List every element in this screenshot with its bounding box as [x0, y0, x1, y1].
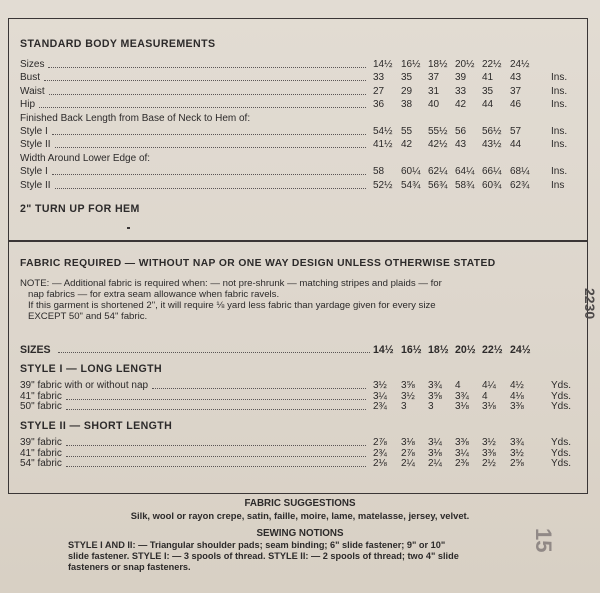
row-value: 56: [455, 126, 467, 137]
row-value: 37: [510, 85, 522, 97]
row-value: 44: [482, 99, 494, 111]
size-header: 20½: [455, 344, 476, 356]
row-value: 43: [510, 72, 522, 84]
fabric-title: FABRIC REQUIRED — WITHOUT NAP OR ONE WAY DESIGN UNLESS OTHERWISE STATED: [20, 258, 496, 269]
row-value: 4: [455, 380, 461, 391]
row-label: Sizes: [20, 59, 45, 70]
fabric-note-line-3: If this garment is shortened 2", it will require ⅛ yard less fabric than yardage given for every size: [28, 300, 436, 311]
leader-dots: [44, 80, 366, 81]
row-value: 4: [482, 390, 488, 402]
row-value: 44: [510, 139, 522, 151]
row-value: 2⅝: [510, 458, 524, 470]
suggestions-title: FABRIC SUGGESTIONS: [244, 498, 356, 509]
row-label: 39" fabric: [20, 437, 62, 448]
row-value: 3½: [510, 447, 524, 459]
row-value: 31: [428, 85, 440, 97]
row-value: 35: [401, 72, 413, 84]
leader-dots: [52, 174, 366, 175]
leader-dots: [39, 107, 366, 108]
row-value: 2¼: [401, 458, 415, 470]
row-label: Style II: [20, 179, 51, 191]
suggestions-text: Silk, wool or rayon crepe, satin, faille, moire, lame, matelasse, jersey, velvet.: [130, 510, 470, 521]
row-value: 20½: [455, 59, 475, 70]
row-value: 60¼: [401, 166, 421, 178]
leader-dots: [152, 388, 366, 389]
fabric-note-line-2: nap fabrics — for extra seam allowance when fabric ravels.: [28, 289, 280, 300]
row-value: 3¼: [455, 447, 469, 459]
right-border: [587, 18, 588, 494]
row-value: 58¾: [455, 179, 475, 191]
row-value: 43: [455, 139, 467, 151]
top-border: [8, 18, 588, 19]
row-value: 62¼: [428, 166, 448, 178]
ink-stamp: 15: [531, 528, 556, 553]
row-value: 3⅛: [455, 401, 469, 413]
row-value: 2¾: [373, 447, 387, 459]
sizes-row: [20, 344, 576, 357]
leader-dots: [55, 147, 366, 148]
leader-dots: [66, 399, 366, 400]
notions-title: SEWING NOTIONS: [256, 528, 344, 539]
size-header: 22½: [482, 344, 503, 356]
row-label: Hip: [20, 99, 36, 111]
leader-dots: [48, 67, 366, 68]
style1-title: STYLE I — LONG LENGTH: [20, 363, 163, 375]
row-value: 4½: [510, 380, 524, 391]
row-unit: Yds.: [551, 380, 572, 391]
row-value: 41: [482, 72, 494, 84]
row-value: 3¼: [373, 390, 387, 402]
row-value: 2¼: [428, 458, 442, 470]
row-value: 16½: [401, 59, 421, 70]
row-value: 3½: [401, 390, 415, 402]
row-label: Width Around Lower Edge of:: [20, 152, 151, 164]
row-value: 22½: [482, 59, 502, 70]
row-value: 36: [373, 99, 385, 111]
row-value: 3: [428, 401, 434, 413]
row-value: 2½: [482, 458, 496, 470]
row-value: 3⅛: [482, 401, 496, 413]
row-value: 29: [401, 85, 413, 97]
row-value: 66¼: [482, 166, 502, 178]
row-label: Waist: [20, 85, 45, 97]
row-label: 39" fabric with or without nap: [20, 380, 149, 391]
row-value: 3⅜: [510, 401, 524, 413]
row-value: 54½: [373, 126, 393, 137]
row-value: 3⅝: [401, 380, 415, 391]
row-value: 3½: [373, 380, 387, 391]
table-row: [20, 458, 576, 471]
row-value: 41½: [373, 139, 393, 151]
fabric-note-line-1: NOTE: — Additional fabric is required when: — not pre-shrunk — matching stripes and plaids — for: [20, 278, 442, 289]
row-value: 46: [510, 99, 522, 111]
row-value: 2⅛: [373, 458, 387, 470]
row-value: 3¾: [428, 380, 442, 391]
leader-dots: [66, 445, 366, 446]
table-row: [20, 153, 576, 166]
row-value: 35: [482, 85, 494, 97]
left-border: [8, 18, 9, 494]
leader-dots: [66, 409, 366, 410]
row-value: 3⅛: [401, 437, 415, 448]
row-value: 55: [401, 126, 413, 137]
row-value: 64¼: [455, 166, 475, 178]
row-value: 3¾: [510, 437, 524, 448]
row-value: 2⅜: [455, 458, 469, 470]
row-unit: Ins: [551, 179, 565, 191]
size-header: 18½: [428, 344, 449, 356]
row-value: 39: [455, 72, 467, 84]
row-value: 43½: [482, 139, 502, 151]
table-row: [20, 72, 576, 85]
row-value: 56¾: [428, 179, 448, 191]
row-unit: Yds.: [551, 458, 572, 470]
section-divider: [8, 240, 588, 242]
row-unit: Yds.: [551, 437, 572, 448]
row-unit: Yds.: [551, 401, 572, 413]
size-header: 24½: [510, 344, 531, 356]
row-label: Bust: [20, 72, 41, 84]
row-label: Style II: [20, 139, 51, 151]
row-value: 3¾: [455, 390, 469, 402]
row-unit: Ins.: [551, 85, 568, 97]
hem-note: 2" TURN UP FOR HEM: [20, 203, 140, 215]
row-value: 58: [373, 166, 385, 178]
row-value: 33: [373, 72, 385, 84]
row-label: 41" fabric: [20, 447, 62, 459]
row-value: 37: [428, 72, 440, 84]
row-value: 4¼: [482, 380, 496, 391]
row-value: 68¼: [510, 166, 530, 178]
row-value: 3⅛: [428, 447, 442, 459]
table-row: [20, 59, 576, 72]
row-value: 54¾: [401, 179, 421, 191]
row-unit: Ins.: [551, 126, 568, 137]
bottom-border: [8, 493, 588, 494]
table-row: [20, 126, 576, 139]
row-value: 40: [428, 99, 440, 111]
row-label: 41" fabric: [20, 390, 62, 402]
row-value: 33: [455, 85, 467, 97]
row-value: 3⅜: [455, 437, 469, 448]
notions-line-1: STYLE I AND II: — Triangular shoulder pads; seam binding; 6" slide fastener; 9" or 10": [68, 540, 446, 550]
row-value: 24½: [510, 59, 530, 70]
row-value: 42: [455, 99, 467, 111]
row-value: 3½: [482, 437, 496, 448]
sizes-dots: [58, 352, 370, 353]
size-header: 14½: [373, 344, 394, 356]
row-value: 52½: [373, 179, 393, 191]
row-label: 54" fabric: [20, 458, 62, 470]
style2-title: STYLE II — SHORT LENGTH: [20, 420, 173, 432]
row-value: 3: [401, 401, 407, 413]
table-row: [20, 86, 576, 99]
row-unit: Yds.: [551, 447, 572, 459]
row-value: 3⅜: [482, 447, 496, 459]
row-unit: Ins.: [551, 72, 568, 84]
leader-dots: [55, 188, 366, 189]
row-value: 38: [401, 99, 413, 111]
table-row: [20, 113, 576, 126]
row-label: 50" fabric: [20, 401, 62, 413]
row-value: 62¾: [510, 179, 530, 191]
row-value: 55½: [428, 126, 448, 137]
row-value: 57: [510, 126, 522, 137]
row-unit: Yds.: [551, 390, 572, 402]
measurements-title: STANDARD BODY MEASUREMENTS: [20, 38, 216, 50]
row-value: 42: [401, 139, 413, 151]
leader-dots: [66, 466, 366, 467]
leader-dots: [66, 456, 366, 457]
leader-dots: [52, 134, 366, 135]
table-row: [20, 166, 576, 179]
row-value: 3¼: [428, 437, 442, 448]
row-label: Finished Back Length from Base of Neck to Hem of:: [20, 112, 251, 124]
size-header: 16½: [401, 344, 422, 356]
row-value: 3⅝: [428, 390, 442, 402]
table-row: [20, 180, 576, 193]
row-value: 56½: [482, 126, 502, 137]
table-row: [20, 139, 576, 152]
dash-mark: [127, 227, 130, 229]
leader-dots: [49, 94, 366, 95]
notions-line-3: fasteners or snap fasteners.: [68, 562, 191, 572]
row-label: Style I: [20, 166, 48, 178]
row-label: Style I: [20, 126, 48, 137]
row-value: 18½: [428, 59, 448, 70]
row-value: 27: [373, 85, 385, 97]
row-value: 2⅞: [373, 437, 387, 448]
row-value: 2¾: [373, 401, 387, 413]
sizes-label: SIZES: [20, 344, 51, 356]
row-value: 60¾: [482, 179, 502, 191]
row-value: 42½: [428, 139, 448, 151]
row-unit: Ins.: [551, 99, 568, 111]
row-unit: Ins.: [551, 166, 568, 178]
notions-line-2: slide fastener. STYLE I: — 3 spools of thread. STYLE II: — 2 spools of thread; two 4" slide: [68, 551, 459, 561]
row-value: 2⅞: [401, 447, 415, 459]
pattern-number-side: 2230: [582, 288, 598, 320]
row-value: 4⅛: [510, 390, 524, 402]
row-unit: Ins.: [551, 139, 568, 151]
table-row: [20, 99, 576, 112]
row-value: 14½: [373, 59, 393, 70]
table-row: [20, 401, 576, 414]
fabric-note-line-4: EXCEPT 50" and 54" fabric.: [28, 311, 148, 322]
